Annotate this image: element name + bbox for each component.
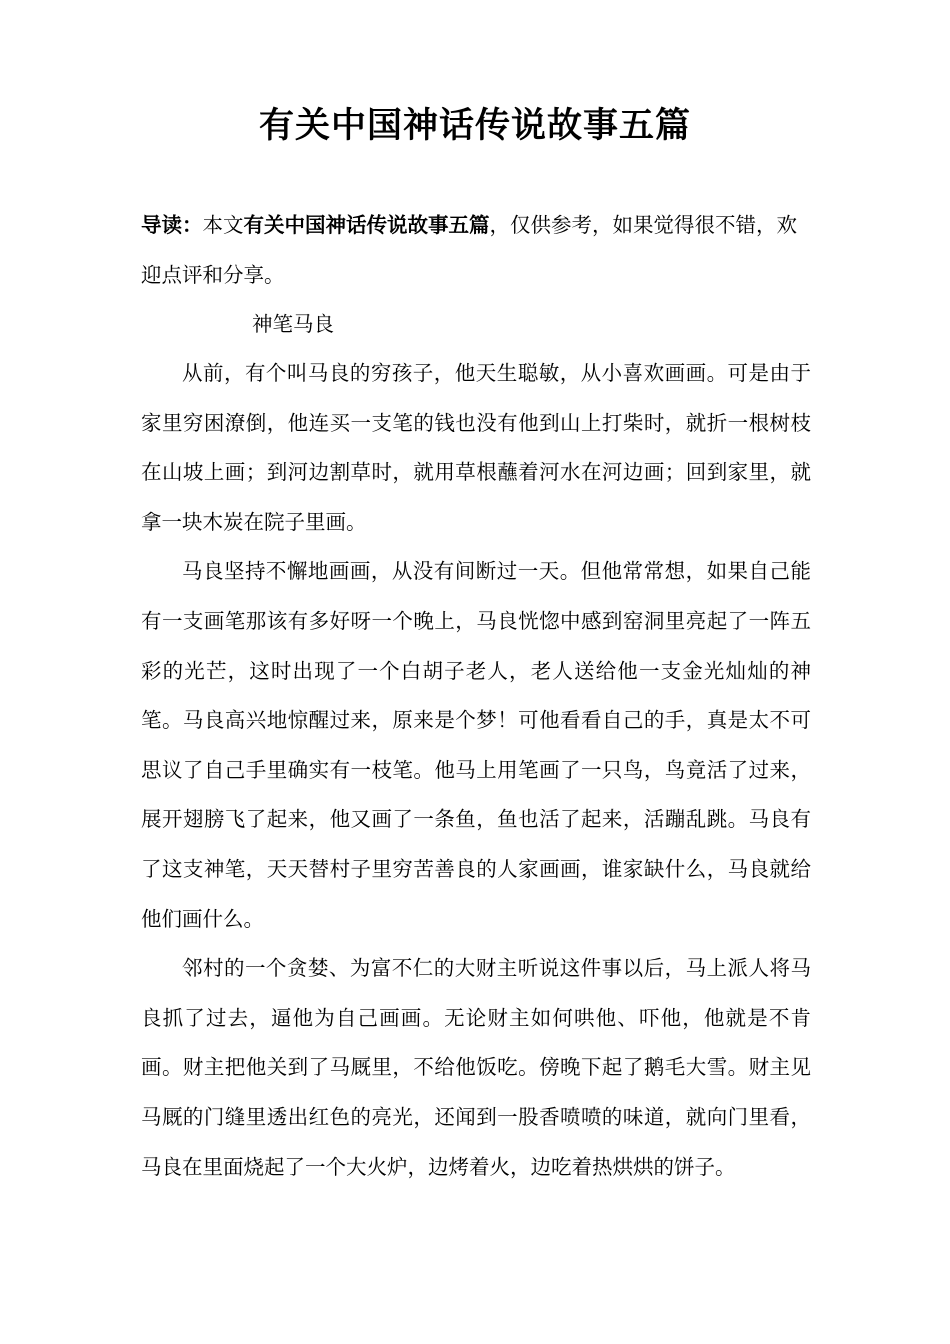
- document-title: 有关中国神话传说故事五篇: [258, 106, 691, 146]
- story-subtitle: 神笔马良: [252, 312, 334, 336]
- intro-suffix: ，仅供参考，如果觉得很不错，欢迎点评和分享。: [141, 213, 797, 287]
- story-body: [141, 349, 811, 1192]
- intro-label: 导读：: [141, 213, 203, 237]
- story-paragraph-1: 从前，有个叫马良的穷孩子，他天生聪敏，从小喜欢画画。可是由于家里穷困潦倒，他连买一支笔的钱也没有他到山上打柴时，就折一根树枝在山坡上画；到河边割草时，就用草根蘸着河水在河边画；回到家里，就拿一块木炭在院子里画。: [141, 361, 811, 534]
- story-paragraph-2: 马良坚持不懈地画画，从没有间断过一天。但他常常想，如果自己能有一支画笔那该有多好呀一个晚上，马良恍惚中感到窑洞里亮起了一阵五彩的光芒，这时出现了一个白胡子老人，老人送给他一支金光灿灿的神笔。马良高兴地惊醒过来，原来是个梦！可他看看自己的手，真是太不可思议了自己手里确实有一枝笔。他马上用笔画了一只鸟，鸟竟活了过来，展开翅膀飞了起来，他又画了一条鱼，鱼也活了起来，活蹦乱跳。马良有了这支神笔，天天替村子里穷苦善良的人家画画，谁家缺什么，马良就给他们画什么。: [141, 559, 811, 931]
- intro-paragraph: [141, 201, 811, 300]
- story-paragraph-3: 邻村的一个贪婪、为富不仁的大财主听说这件事以后，马上派人将马良抓了过去，逼他为自己画画。无论财主如何哄他、吓他，他就是不肯画。财主把他关到了马厩里，不给他饭吃。傍晚下起了鹅毛大雪。财主见马厩的门缝里透出红色的亮光，还闻到一股香喷喷的味道，就向门里看，马良在里面烧起了一个大火炉，边烤着火，边吃着热烘烘的饼子。: [141, 956, 811, 1179]
- intro-bold-title: 有关中国神话传说故事五篇: [243, 213, 490, 237]
- intro-prefix: 本文: [202, 213, 244, 237]
